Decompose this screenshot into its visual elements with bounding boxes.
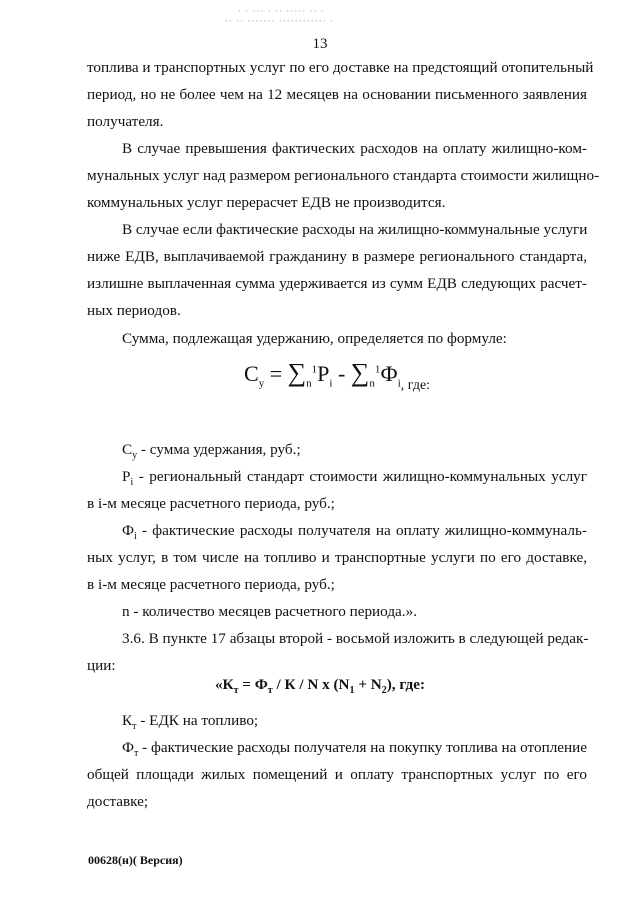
- text-line: получателя.: [87, 113, 164, 130]
- scan-noise: · · ··· · ·· ····· ·· ·: [238, 6, 325, 16]
- text-line: ных периодов.: [87, 302, 181, 319]
- text-line: ных услуг, в том числе на топливо и транспортные услуги по его доставке,: [87, 549, 587, 566]
- text-line: топлива и транспортных услуг по его доставке на предстоящий отопительный: [87, 59, 594, 76]
- text-line: коммунальных услуг перерасчет ЕДВ не производится.: [87, 194, 446, 211]
- formula-fuel-compensation: «$К_т = Ф_т / К / N$ x $(N_1 + N_2)$, где:: [214, 676, 426, 697]
- text-line: в i-м месяце расчетного периода, руб.;: [87, 576, 335, 593]
- text-line: период, но не более чем на 12 месяцев на основании письменного заявления: [87, 86, 587, 103]
- text-line: В случае превышения фактических расходов на оплату жилищно-ком-: [122, 140, 587, 157]
- page-number: 13: [312, 36, 328, 52]
- text-line: ции:: [87, 657, 116, 674]
- text-line: ниже ЕДВ, выплачиваемой гражданину в размере регионального стандарта,: [87, 248, 587, 265]
- definition-line: $C_у$ - сумма удержания, руб.;: [122, 441, 301, 462]
- document-code: 00628(н)( Версия): [88, 853, 183, 867]
- text-line: излишне выплаченная сумма удерживается из сумм ЕДВ следующих расчет-: [87, 275, 587, 292]
- text-line: 3.6. В пункте 17 абзацы второй - восьмой изложить в следующей редак-: [122, 630, 589, 647]
- text-line: в i-м месяце расчетного периода, руб.;: [87, 495, 335, 512]
- text-line: доставке;: [87, 793, 149, 810]
- formula-deduction: $C_у = \sum_n^1P_i - \sum_n^1Ф_{i, где:}$: [244, 358, 431, 393]
- definition-line: $К_т$ - ЕДК на топливо;: [122, 712, 259, 733]
- text-line: мунальных услуг над размером регионального стандарта стоимости жилищно-: [87, 167, 600, 184]
- scan-noise: ·· ·· ······· ············ ·: [225, 16, 334, 26]
- text-line: общей площади жилых помещений и оплату транспортных услуг по его: [87, 766, 587, 783]
- text-line: В случае если фактические расходы на жилищно-коммунальные услуги: [122, 221, 588, 238]
- text-line: Сумма, подлежащая удержанию, определяется по формуле:: [122, 330, 507, 347]
- definition-line: $Ф_т$ - фактические расходы получателя на покупку топлива на отопление: [122, 739, 588, 760]
- definition-line: $Ф_i$ - фактические расходы получателя на оплату жилищно-коммуналь-: [122, 522, 587, 543]
- text-line: n - количество месяцев расчетного периода.».: [122, 603, 417, 620]
- definition-line: $P_i$ - региональный стандарт стоимости жилищно-коммунальных услуг: [122, 468, 587, 489]
